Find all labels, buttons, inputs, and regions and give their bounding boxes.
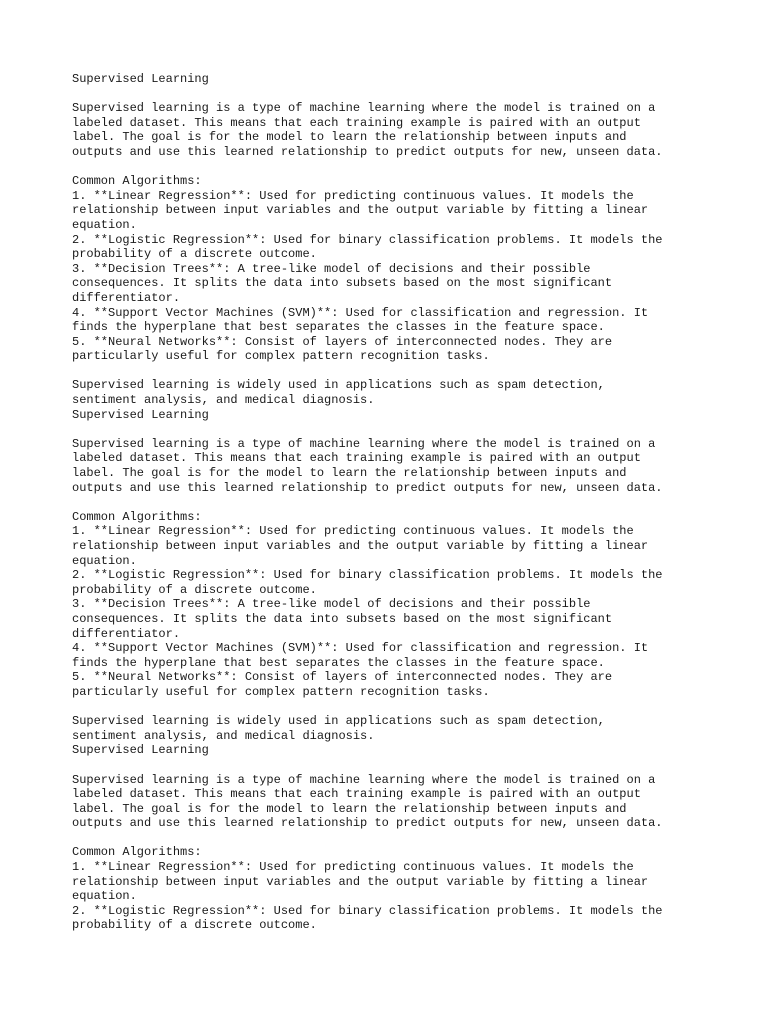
text-line: Common Algorithms:	[72, 509, 202, 524]
text-line: label. The goal is for the model to learn the relationship between inputs and	[72, 466, 627, 481]
text-line: probability of a discrete outcome.	[72, 582, 317, 597]
text-line: outputs and use this learned relationship to predict outputs for new, unseen data.	[72, 144, 663, 159]
text-line: 1. **Linear Regression**: Used for predicting continuous values. It models the	[72, 524, 634, 539]
text-line: Supervised learning is a type of machine learning where the model is trained on a	[72, 772, 656, 787]
text-line: 3. **Decision Trees**: A tree-like model of decisions and their possible	[72, 597, 591, 612]
text-line: relationship between input variables and the output variable by fitting a linear	[72, 874, 649, 889]
text-line: finds the hyperplane that best separates the classes in the feature space.	[72, 320, 605, 335]
text-line: outputs and use this learned relationship to predict outputs for new, unseen data.	[72, 816, 663, 831]
text-line: 2. **Logistic Regression**: Used for binary classification problems. It models the	[72, 903, 663, 918]
text-line: particularly useful for complex pattern recognition tasks.	[72, 349, 490, 364]
text-line: Supervised Learning	[72, 407, 209, 422]
text-line: Supervised learning is a type of machine learning where the model is trained on a	[72, 101, 656, 116]
text-line: equation.	[72, 553, 137, 568]
text-line: Supervised learning is widely used in applications such as spam detection,	[72, 378, 605, 393]
text-line: 3. **Decision Trees**: A tree-like model of decisions and their possible	[72, 261, 591, 276]
text-line: equation.	[72, 217, 137, 232]
text-line: 2. **Logistic Regression**: Used for binary classification problems. It models the	[72, 568, 663, 583]
text-line: 4. **Support Vector Machines (SVM)**: Used for classification and regression. It	[72, 305, 649, 320]
text-line: sentiment analysis, and medical diagnosis.	[72, 728, 375, 743]
text-line: probability of a discrete outcome.	[72, 918, 317, 933]
text-line: Supervised learning is widely used in applications such as spam detection,	[72, 714, 605, 729]
text-line: 5. **Neural Networks**: Consist of layers of interconnected nodes. They are	[72, 670, 613, 685]
text-line: labeled dataset. This means that each training example is paired with an output	[72, 115, 641, 130]
text-line: 4. **Support Vector Machines (SVM)**: Used for classification and regression. It	[72, 641, 649, 656]
text-line: 2. **Logistic Regression**: Used for binary classification problems. It models the	[72, 232, 663, 247]
text-line: Supervised Learning	[72, 72, 209, 86]
text-line: consequences. It splits the data into subsets based on the most significant	[72, 276, 613, 291]
text-line: 1. **Linear Regression**: Used for predicting continuous values. It models the	[72, 860, 634, 875]
text-line: probability of a discrete outcome.	[72, 247, 317, 262]
text-line: Supervised Learning	[72, 743, 209, 758]
text-line: labeled dataset. This means that each training example is paired with an output	[72, 787, 641, 802]
text-line: Common Algorithms:	[72, 174, 202, 189]
text-line: differentiator.	[72, 290, 181, 305]
text-line: relationship between input variables and the output variable by fitting a linear	[72, 203, 649, 218]
text-line: 1. **Linear Regression**: Used for predicting continuous values. It models the	[72, 188, 634, 203]
text-line: Common Algorithms:	[72, 845, 202, 860]
text-line: label. The goal is for the model to learn the relationship between inputs and	[72, 801, 627, 816]
text-line: differentiator.	[72, 626, 181, 641]
text-line: outputs and use this learned relationship to predict outputs for new, unseen data.	[72, 480, 663, 495]
text-line: consequences. It splits the data into subsets based on the most significant	[72, 611, 613, 626]
text-line: sentiment analysis, and medical diagnosis.	[72, 393, 375, 408]
text-line: finds the hyperplane that best separates the classes in the feature space.	[72, 655, 605, 670]
text-line: 5. **Neural Networks**: Consist of layers of interconnected nodes. They are	[72, 334, 613, 349]
document-text	[72, 72, 702, 933]
text-line: labeled dataset. This means that each training example is paired with an output	[72, 451, 641, 466]
text-line: equation.	[72, 889, 137, 904]
text-line: relationship between input variables and the output variable by fitting a linear	[72, 539, 649, 553]
text-line: Supervised learning is a type of machine learning where the model is trained on a	[72, 436, 656, 451]
text-line: particularly useful for complex pattern recognition tasks.	[72, 684, 490, 699]
text-line: label. The goal is for the model to learn the relationship between inputs and	[72, 130, 627, 145]
